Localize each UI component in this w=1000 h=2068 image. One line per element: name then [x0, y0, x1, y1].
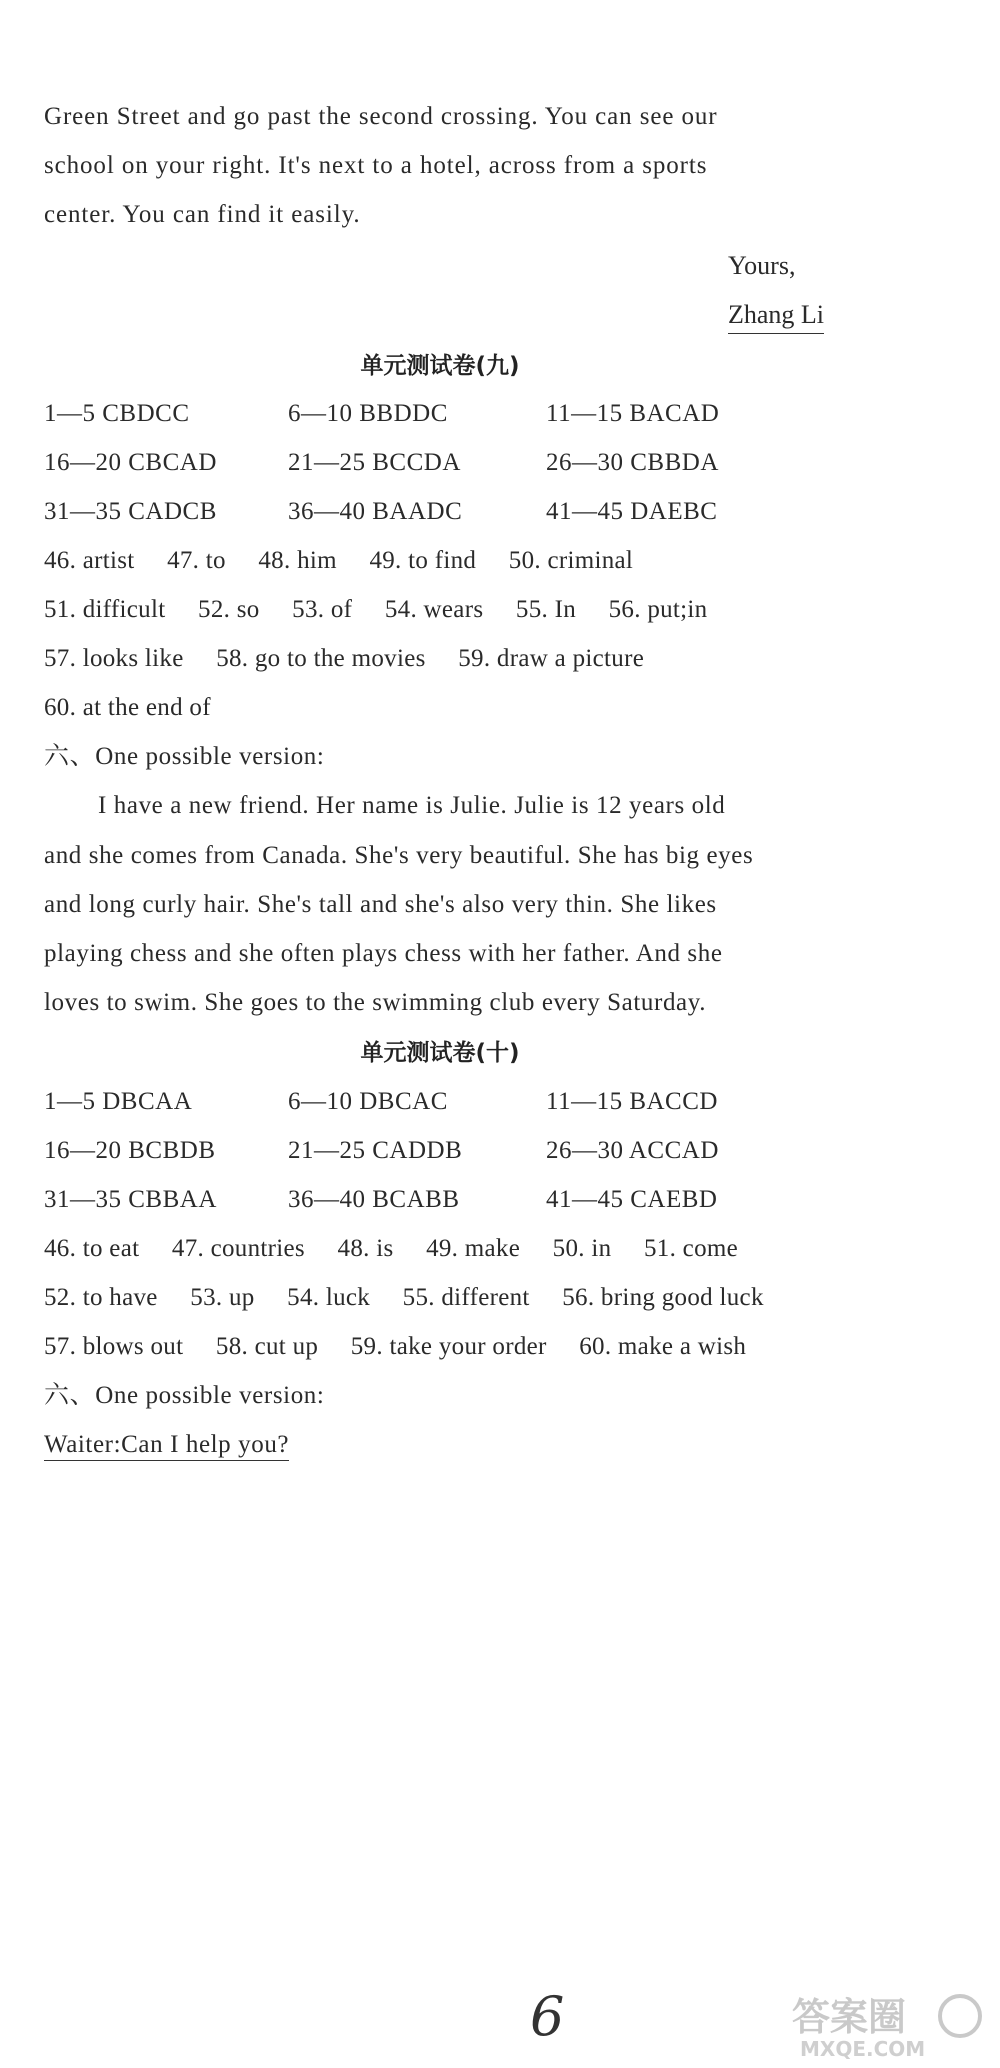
- fill-answer: 48. is: [337, 1235, 394, 1262]
- fill-answer: 53. of: [292, 596, 353, 623]
- section-title-9: 单元测试卷(九): [360, 353, 520, 379]
- fill-answer: 57. looks like: [44, 645, 184, 672]
- fill-answer: 57. blows out: [44, 1333, 184, 1360]
- fill-answer: 48. him: [258, 547, 337, 574]
- page-number: 6: [530, 1985, 565, 2048]
- fill-answer: 47. to: [167, 547, 226, 574]
- letter-line: Green Street and go past the second crossing. You can see our: [44, 103, 718, 130]
- fill-row: [44, 1233, 764, 1265]
- watermark-graphic: [782, 1988, 992, 2062]
- choice-group: 16—20 BCBDB: [44, 1137, 216, 1164]
- fill-answer: 47. countries: [171, 1235, 305, 1262]
- choice-group: 41—45 DAEBC: [546, 498, 718, 525]
- choice-group: 21—25 CADDB: [288, 1137, 463, 1164]
- writing-line: loves to swim. She goes to the swimming club every Saturday.: [44, 989, 707, 1016]
- choice-group: 1—5 DBCAA: [44, 1088, 193, 1115]
- fill-answer: 54. wears: [384, 596, 484, 623]
- fill-answer: 50. criminal: [508, 547, 634, 574]
- writing-line: and she comes from Canada. She's very beautiful. She has big eyes: [44, 842, 754, 869]
- writing-label: 六、One possible version:: [44, 1382, 325, 1409]
- dialogue-first-line: Waiter:Can I help you?: [44, 1431, 289, 1461]
- choice-group: 21—25 BCCDA: [288, 449, 461, 476]
- fill-answer: 49. make: [426, 1235, 521, 1262]
- choice-group: 6—10 DBCAC: [288, 1088, 448, 1115]
- fill-row: [44, 643, 670, 675]
- fill-answer: 49. to find: [369, 547, 477, 574]
- fill-answer: 50. in: [552, 1235, 612, 1262]
- letter-line: center. You can find it easily.: [44, 201, 361, 228]
- fill-answer: 52. so: [198, 596, 260, 623]
- fill-row: [44, 545, 659, 577]
- choice-group: 11—15 BACCD: [546, 1088, 718, 1115]
- fill-answer: 58. go to the movies: [216, 645, 426, 672]
- fill-answer: 58. cut up: [215, 1333, 319, 1360]
- fill-answer: 53. up: [190, 1284, 255, 1311]
- choice-group: 16—20 CBCAD: [44, 449, 217, 476]
- fill-row: [44, 692, 237, 724]
- choice-group: 36—40 BCABB: [288, 1186, 460, 1213]
- fill-answer: 52. to have: [44, 1284, 158, 1311]
- fill-answer: 46. artist: [44, 547, 135, 574]
- writing-line: I have a new friend. Her name is Julie. Julie is 12 years old: [98, 792, 726, 819]
- fill-answer: 56. put;in: [608, 596, 708, 623]
- choice-group: 31—35 CBBAA: [44, 1186, 217, 1213]
- fill-answer: 60. make a wish: [579, 1333, 747, 1360]
- watermark-logo: [782, 1988, 992, 2062]
- choice-group: 26—30 ACCAD: [546, 1137, 719, 1164]
- fill-answer: 60. at the end of: [44, 694, 211, 721]
- section-title-10: 单元测试卷(十): [360, 1040, 520, 1066]
- choice-group: 31—35 CADCB: [44, 498, 217, 525]
- dialogue-line: [44, 1429, 884, 1461]
- writing-line: playing chess and she often plays chess with her father. And she: [44, 940, 723, 967]
- fill-answer: 46. to eat: [44, 1235, 140, 1262]
- choice-group: 6—10 BBDDC: [288, 400, 448, 427]
- watermark-text-bottom: MXQE.COM: [800, 2037, 926, 2061]
- watermark-circle: [940, 1996, 980, 2036]
- choice-group: 41—45 CAEBD: [546, 1186, 718, 1213]
- fill-answer: 54. luck: [287, 1284, 371, 1311]
- writing-label: 六、One possible version:: [44, 743, 325, 770]
- fill-row: [44, 1282, 790, 1314]
- writing-line: and long curly hair. She's tall and she's also very thin. She likes: [44, 891, 717, 918]
- fill-answer: 55. different: [402, 1284, 530, 1311]
- choice-group: 11—15 BACAD: [546, 400, 720, 427]
- choice-group: 26—30 CBBDA: [546, 449, 719, 476]
- fill-answer: 55. In: [515, 596, 577, 623]
- fill-row: [44, 1331, 772, 1363]
- watermark-text-top: 答案圈: [792, 1995, 907, 2039]
- choice-group: 36—40 BAADC: [288, 498, 463, 525]
- fill-answer: 51. come: [643, 1235, 739, 1262]
- letter-closing: Yours,: [728, 251, 796, 280]
- fill-answer: 59. take your order: [350, 1333, 547, 1360]
- fill-answer: 51. difficult: [44, 596, 166, 623]
- fill-answer: 56. bring good luck: [562, 1284, 764, 1311]
- letter-signature: Zhang Li: [728, 299, 824, 334]
- fill-answer: 59. draw a picture: [458, 645, 645, 672]
- choice-group: 1—5 CBDCC: [44, 400, 190, 427]
- fill-row: [44, 594, 733, 626]
- letter-line: school on your right. It's next to a hotel, across from a sports: [44, 152, 708, 179]
